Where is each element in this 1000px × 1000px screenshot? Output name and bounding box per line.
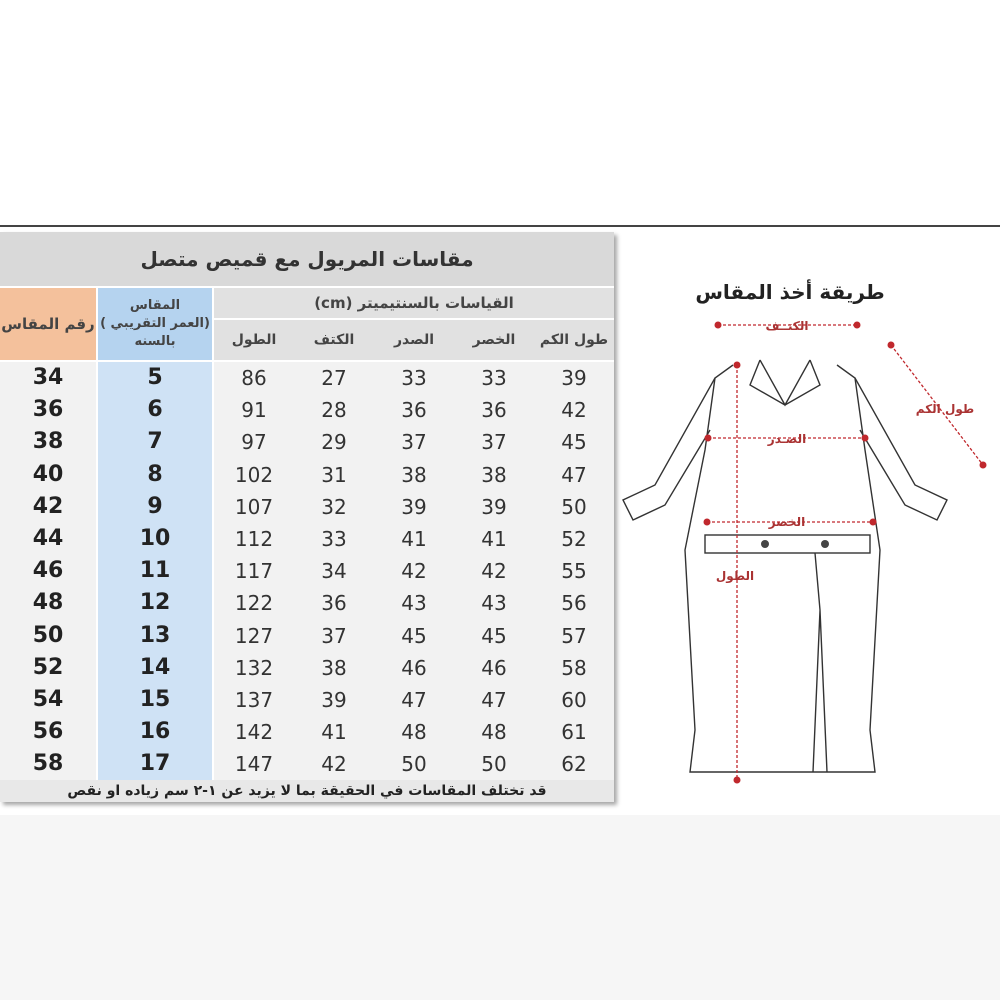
header-chest: الصدر [394,332,434,348]
chest-cell: 39 [401,494,427,519]
table-row [0,362,614,394]
size-cell: 44 [32,525,64,551]
header-columns [214,320,614,360]
sleeve-cell: 55 [561,559,587,584]
shoulder-cell: 37 [321,623,347,648]
header-age-line-1: المقاس [129,298,181,313]
table-row [0,491,614,523]
size-cell: 42 [32,493,64,519]
waist-cell: 36 [481,398,507,423]
right-sleeve-outline [855,378,947,520]
age-cell: 9 [147,493,163,519]
size-cell: 58 [32,751,64,777]
age-cell: 7 [147,429,163,455]
chest-cell: 47 [401,687,427,712]
button-right-icon [821,540,829,548]
header-measurements: القياسات بالسنتيميتر (cm) [214,288,614,318]
waist-band-outline [705,535,870,553]
size-cell: 34 [32,365,64,390]
table-row [0,459,614,491]
age-cell: 10 [139,525,171,551]
chest-cell: 38 [401,462,427,487]
length-cell: 91 [241,398,267,423]
shoulder-cell: 27 [321,366,347,390]
sleeve-cell: 39 [561,366,587,390]
shoulder-cell: 39 [321,687,347,712]
length-cell: 112 [234,526,274,551]
label-sleeve: طول الكم [915,402,975,416]
age-cell: 8 [147,461,163,487]
table-body [0,362,614,780]
waist-cell: 41 [481,526,507,551]
label-waist: الخصر [768,515,806,529]
shoulder-cell: 28 [321,398,347,423]
age-cell: 11 [139,558,171,584]
chest-cell: 36 [401,398,427,423]
chest-cell: 43 [401,591,427,616]
waist-cell: 48 [481,720,507,745]
shoulder-cell: 29 [321,430,347,455]
waist-cell: 46 [481,655,507,680]
waist-cell: 50 [481,752,507,777]
button-left-icon [761,540,769,548]
waist-cell: 39 [481,494,507,519]
label-length: الطول [715,569,755,583]
header-sleeve: طول الكم [539,332,609,348]
age-cell: 16 [139,719,171,745]
age-cell: 6 [147,397,163,423]
header-length: الطول [231,332,277,348]
shoulder-cell: 31 [321,462,347,487]
header-waist: الخصر [472,332,516,348]
bottom-blank-area [0,815,1000,1000]
size-cell: 36 [32,397,64,423]
shoulder-cell: 34 [321,559,347,584]
sleeve-cell: 52 [561,526,587,551]
chest-cell: 50 [401,752,427,777]
age-cell: 5 [147,365,163,390]
table-row [0,652,614,684]
length-cell: 127 [234,623,274,648]
label-chest: الصـدر [767,432,807,446]
size-cell: 54 [32,686,64,712]
length-cell: 137 [234,687,274,712]
size-cell: 56 [32,719,64,745]
header-age-line-2: (العمر التقريبي ) [100,316,210,331]
left-sleeve-outline [623,378,715,520]
size-chart-table [0,232,614,802]
sleeve-cell: 58 [561,655,587,680]
chest-cell: 48 [401,720,427,745]
shoulder-cell: 38 [321,655,347,680]
header-shoulder: الكتف [313,332,355,348]
waist-cell: 42 [481,559,507,584]
size-cell: 52 [32,654,64,680]
shoulder-cell: 42 [321,752,347,777]
garment-diagram [615,310,1000,810]
age-cell: 13 [139,622,171,648]
header-age-line-3: بالسنه [134,334,176,349]
chest-cell: 41 [401,526,427,551]
table-row [0,684,614,716]
age-cell: 14 [139,654,171,680]
sleeve-cell: 62 [561,752,587,777]
collar-outline [750,360,820,405]
sleeve-cell: 56 [561,591,587,616]
waist-cell: 33 [481,366,507,390]
age-cell: 12 [139,590,171,616]
sleeve-cell: 57 [561,623,587,648]
waist-cell: 38 [481,462,507,487]
shoulder-cell: 33 [321,526,347,551]
length-cell: 122 [234,591,274,616]
table-row [0,426,614,458]
length-cell: 142 [234,720,274,745]
size-cell: 50 [32,622,64,648]
chest-cell: 42 [401,559,427,584]
chest-cell: 45 [401,623,427,648]
length-cell: 132 [234,655,274,680]
table-row [0,587,614,619]
waist-cell: 37 [481,430,507,455]
size-cell: 46 [32,558,64,584]
table-row [0,394,614,426]
table-row [0,716,614,748]
length-cell: 117 [234,559,274,584]
table-row [0,748,614,780]
size-cell: 48 [32,590,64,616]
header-size-number: رقم المقاس [0,288,96,360]
sleeve-cell: 50 [561,494,587,519]
shoulder-cell: 41 [321,720,347,745]
table-title: مقاسات المريول مع قميص متصل [0,232,614,286]
skirt-pleat-outline [813,553,827,772]
table-row [0,555,614,587]
diagram-title: طريقة أخذ المقاس [695,280,885,304]
sleeve-cell: 45 [561,430,587,455]
footer-note: قد تختلف المقاسات في الحقيقة بما لا يزيد عن ١-٢ سم زياده او نقص [0,780,614,802]
waist-cell: 47 [481,687,507,712]
shoulder-cell: 32 [321,494,347,519]
shoulder-cell: 36 [321,591,347,616]
waist-cell: 43 [481,591,507,616]
sleeve-cell: 47 [561,462,587,487]
dress-body-outline [685,365,880,772]
length-cell: 107 [234,494,274,519]
size-cell: 40 [32,461,64,487]
chest-cell: 37 [401,430,427,455]
table-row [0,523,614,555]
waist-cell: 45 [481,623,507,648]
age-cell: 17 [139,751,171,777]
table-row [0,620,614,652]
length-cell: 86 [241,366,267,390]
top-divider [0,225,1000,227]
length-cell: 147 [234,752,274,777]
length-cell: 97 [241,430,267,455]
sleeve-cell: 61 [561,720,587,745]
sleeve-cell: 60 [561,687,587,712]
sleeve-cell: 42 [561,398,587,423]
chest-cell: 33 [401,366,427,390]
size-cell: 38 [32,429,64,455]
chest-cell: 46 [401,655,427,680]
age-cell: 15 [139,686,171,712]
length-cell: 102 [234,462,274,487]
header-age [98,288,212,360]
label-shoulder: الكتــف [765,319,809,333]
